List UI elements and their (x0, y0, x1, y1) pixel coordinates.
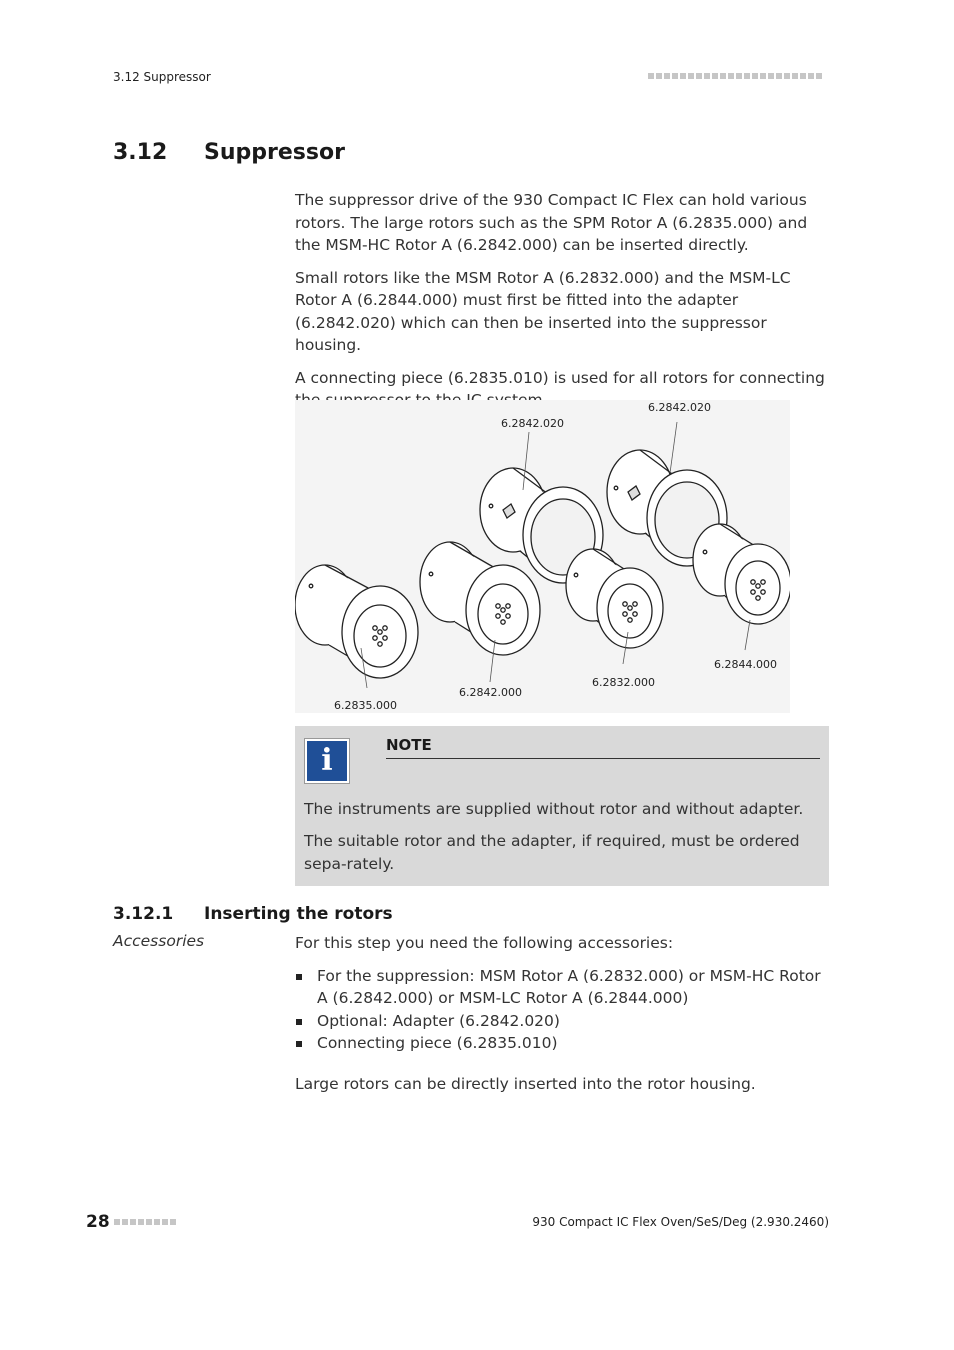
label-rotor-lc: 6.2844.000 (714, 658, 777, 671)
page-number: 28 (86, 1212, 110, 1232)
accessories-intro: For this step you need the following accessories: (295, 934, 674, 952)
section-heading (113, 140, 345, 165)
note-line: The suitable rotor and the adapter, if required, must be ordered sepa-rately. (304, 832, 800, 873)
subsection-heading (113, 904, 393, 924)
rotor-hc-drawing (420, 542, 540, 655)
list-item: Optional: Adapter (6.2842.020) (295, 1010, 830, 1033)
intro-text (295, 189, 830, 422)
paragraph: The suppressor drive of the 930 Compact IC Flex can hold various rotors. The large rotors such as the SPM Rotor A (6.2835.000) and the MSM-HC Rotor A (6.2842.000) can be inserted directly. (295, 191, 808, 254)
subsection-number: 3.12.1 (113, 904, 174, 924)
label-rotor-msm: 6.2832.000 (592, 676, 655, 689)
note-text (304, 798, 814, 885)
rotor-spm-drawing (295, 565, 418, 678)
note-line: The instruments are supplied without rotor and without adapter. (304, 800, 804, 818)
side-label-accessories: Accessories (113, 932, 205, 950)
closing-text (295, 1073, 830, 1106)
list-item: For the suppression: MSM Rotor A (6.2832.000) or MSM-HC Rotor A (6.2842.000) or MSM-LC Rotor A (6.2844.000) (295, 965, 830, 1010)
label-rotor-hc: 6.2842.000 (459, 686, 522, 699)
running-header: 3.12 Suppressor (113, 70, 211, 84)
label-adapter-a: 6.2842.020 (501, 417, 564, 430)
footer-dot-bar (114, 1219, 176, 1225)
accessories-text (295, 932, 830, 1055)
subsection-title: Inserting the rotors (204, 904, 393, 924)
rotor-lc-drawing (693, 524, 790, 624)
paragraph: A connecting piece (6.2835.010) is used for all rotors for connecting (295, 368, 825, 387)
rotor-msm-drawing (566, 549, 663, 648)
paragraph: Small rotors like the MSM Rotor A (6.2832.000) and the MSM-LC Rotor A (6.2844.000) must first be fitted into the adapter (6.2842.020) which can then be inserted into the suppressor housing. (295, 268, 791, 354)
info-icon-letter: i (307, 741, 347, 781)
accessories-list (295, 965, 830, 1055)
info-icon (304, 738, 350, 784)
paragraph: Large rotors can be directly inserted into the rotor housing. (295, 1075, 756, 1093)
note-title: NOTE (386, 736, 820, 759)
label-rotor-spm: 6.2835.000 (334, 699, 397, 712)
rotor-figure (295, 400, 790, 713)
list-item: Connecting piece (6.2835.010) (295, 1032, 830, 1055)
section-title: Suppressor (204, 140, 345, 165)
note-box (295, 726, 829, 886)
label-adapter-b: 6.2842.020 (648, 401, 711, 414)
section-number: 3.12 (113, 140, 168, 165)
header-dot-bar (648, 73, 822, 79)
rotor-illustration (295, 400, 790, 713)
footer-doc-title: 930 Compact IC Flex Oven/SeS/Deg (2.930.2460) (532, 1215, 829, 1229)
